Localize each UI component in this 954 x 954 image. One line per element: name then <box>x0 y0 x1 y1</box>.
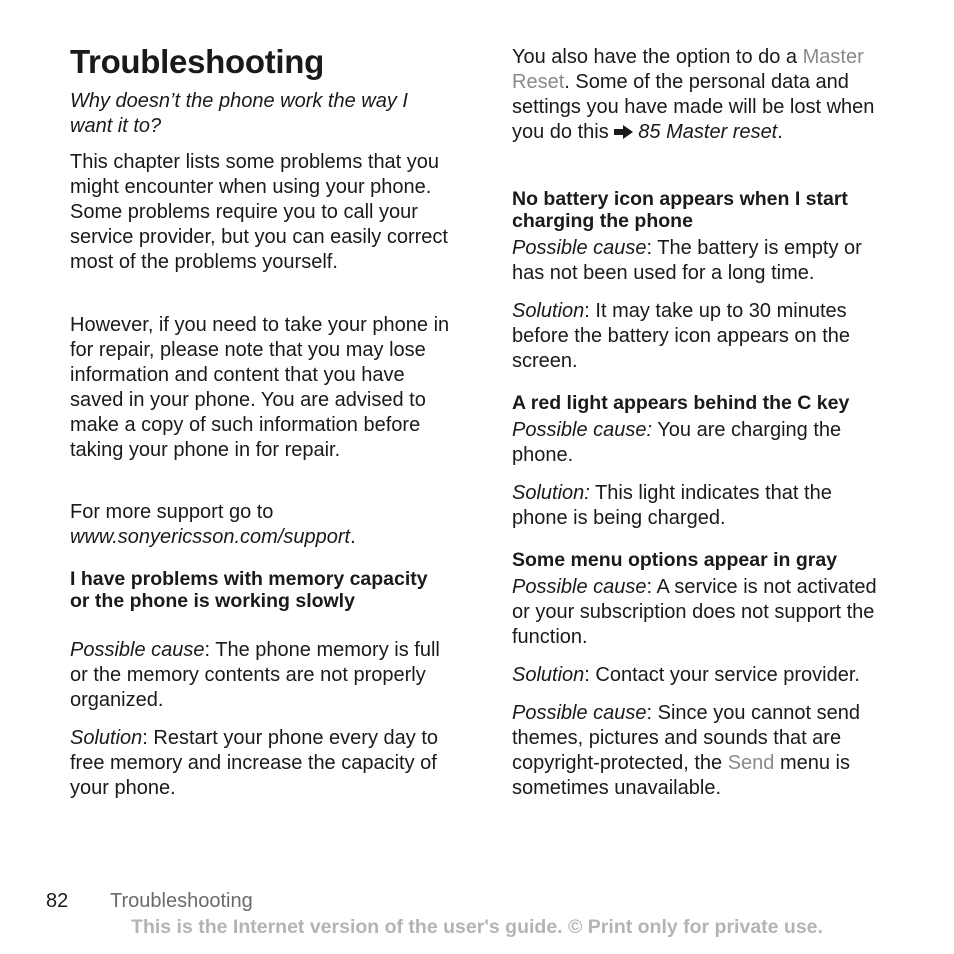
battery-heading: No battery icon appears when I start charging the phone <box>512 188 848 232</box>
support-prefix: For more support go to <box>70 501 274 523</box>
repair-paragraph: However, if you need to take your phone in for repair, please note that you may lose information and content that you have saved in your phone. You are advised to make a copy of such information before taking your phone in for repair. <box>70 314 450 461</box>
gray-menu-cause2-text-b: menu is sometimes unavailable. <box>512 752 850 799</box>
red-light-solution-text: This light indicates that the phone is being charged. <box>512 482 832 529</box>
gray-menu-cause-label: Possible cause <box>512 576 647 598</box>
battery-cause-text: : The battery is empty or has not been used for a long time. <box>512 237 862 284</box>
memory-solution-label: Solution <box>70 727 143 749</box>
battery-cause-label: Possible cause <box>512 237 647 259</box>
master-reset-link[interactable]: Master Reset <box>512 46 864 93</box>
gray-menu-cause2-text-a: : Since you cannot send themes, pictures and sounds that are copyright-protected, the <box>512 702 861 774</box>
battery-solution-label: Solution <box>512 300 585 322</box>
page-title: Troubleshooting <box>70 43 324 80</box>
memory-cause-text: : The phone memory is full or the memory contents are not properly organized. <box>70 639 440 711</box>
red-light-solution <box>512 481 892 531</box>
battery-solution-text: : It may take up to 30 minutes before the battery icon appears on the screen. <box>512 300 851 372</box>
red-light-cause <box>512 418 892 468</box>
master-prefix: You also have the option to do a <box>512 46 798 68</box>
memory-solution <box>70 726 450 801</box>
send-menu-link[interactable]: Send <box>727 752 775 774</box>
red-light-heading: A red light appears behind the C key <box>512 392 850 414</box>
gray-menu-cause-2 <box>512 701 892 801</box>
support-url-link[interactable]: www.sonyericsson.com/support <box>70 526 351 548</box>
gray-menu-cause2-label: Possible cause <box>512 702 647 724</box>
red-light-cause-text: You are charging the phone. <box>512 419 842 466</box>
intro-question: Why doesn’t the phone work the way I want it to? <box>70 90 408 137</box>
master-suffix: . <box>777 121 783 143</box>
battery-cause <box>512 236 892 286</box>
gray-menu-cause-text: : A service is not activated or your subscription does not support the function. <box>512 576 877 648</box>
gray-menu-solution <box>512 663 892 688</box>
master-mid: . Some of the personal data and settings you have made will be lost when you do this <box>512 71 875 143</box>
memory-solution-text: : Restart your phone every day to free memory and increase the capacity of your phone. <box>70 727 438 799</box>
memory-heading: I have problems with memory capacity or the phone is working slowly <box>70 568 428 612</box>
page-number: 82 <box>46 890 69 912</box>
support-paragraph <box>70 500 450 550</box>
memory-cause-label: Possible cause <box>70 639 205 661</box>
footer-section-title: Troubleshooting <box>110 890 253 912</box>
gray-menu-cause <box>512 575 892 650</box>
master-reset-reference[interactable]: 85 Master reset <box>638 121 778 143</box>
support-suffix: . <box>350 526 356 548</box>
arrow-right-icon <box>614 125 634 139</box>
footer-notice: This is the Internet version of the user's guide. © Print only for private use. <box>131 916 823 938</box>
red-light-solution-label: Solution: <box>512 482 590 504</box>
memory-cause <box>70 638 450 713</box>
gray-menu-solution-label: Solution <box>512 664 585 686</box>
gray-menu-solution-text: : Contact your service provider. <box>584 664 860 686</box>
master-reset-paragraph <box>512 45 892 145</box>
intro-paragraph: This chapter lists some problems that you might encounter when using your phone. Some problems require you to call your service provider, but you can easily correct most of the problems yourself. <box>70 151 448 273</box>
battery-solution <box>512 299 892 374</box>
red-light-cause-label: Possible cause: <box>512 419 653 441</box>
gray-menu-heading: Some menu options appear in gray <box>512 549 838 571</box>
